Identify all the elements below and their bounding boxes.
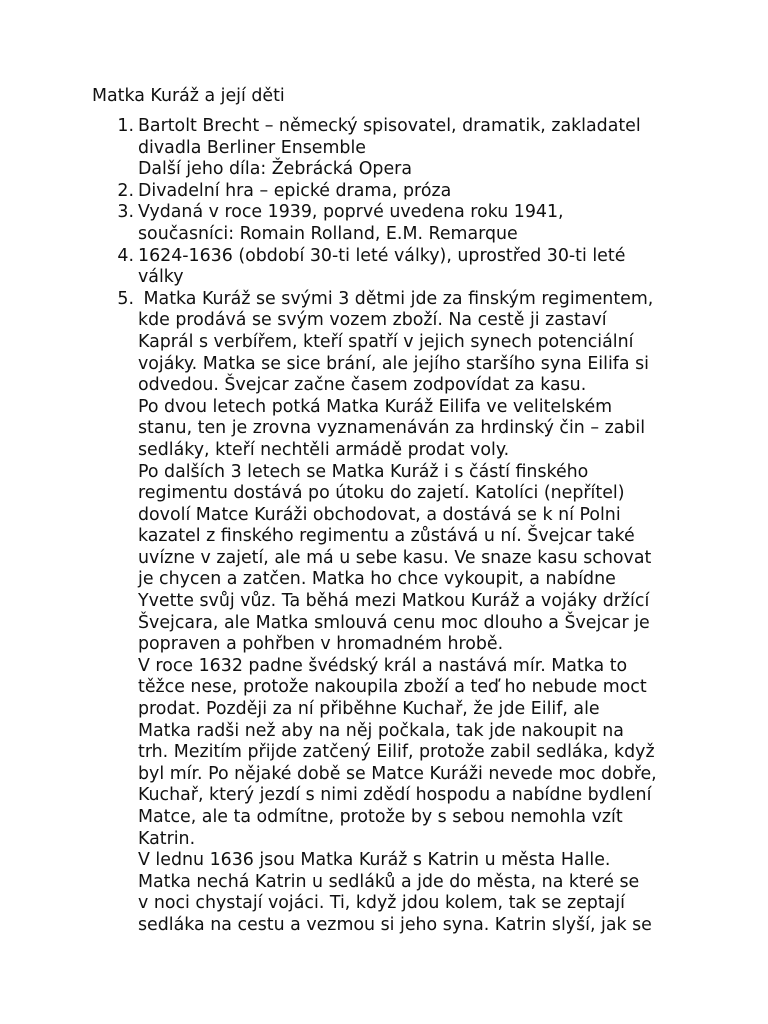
text-line: Švejcara, ale Matka smlouvá cenu moc dlouho a Švejcar je: [138, 612, 650, 633]
text-line: trh. Mezitím přijde zatčený Eilif, protože zabil sedláka, když: [138, 742, 655, 763]
list-item-number: 2.: [117, 180, 134, 201]
text-line: Divadelní hra – epické drama, próza: [138, 180, 452, 201]
text-line: Matka radši než aby na něj počkala, tak jde nakoupit na: [138, 720, 624, 741]
list-item-text: [138, 202, 768, 245]
text-line: Matce, ale ta odmítne, protože by s sebou nemohla vzít: [138, 807, 623, 827]
list-item: [0, 202, 768, 245]
text-line: sedláka na cestu a vezmou si jeho syna. Katrin slyší, jak se: [138, 914, 652, 935]
list-item: [0, 246, 768, 289]
text-line: sedláky, kteří nechtěli armádě prodat voly.: [138, 439, 510, 460]
text-line: Po dvou letech potká Matka Kuráž Eilifa ve velitelském: [138, 396, 613, 417]
numbered-list: [0, 116, 768, 937]
list-item-number: 4.: [117, 245, 134, 266]
document-title: Matka Kuráž a její děti: [92, 86, 285, 106]
text-line: odvedou. Švejcar začne časem zodpovídat za kasu.: [138, 375, 587, 396]
text-line: války: [138, 267, 184, 288]
list-item-number: 5.: [117, 288, 134, 309]
text-line: Matka Kuráž se svými 3 dětmi jde za finským regimentem,: [138, 288, 654, 309]
text-line: V lednu 1636 jsou Matka Kuráž s Katrin u města Halle.: [138, 850, 611, 871]
text-line: těžce nese, protože nakoupila zboží a teď ho nebude moct: [138, 677, 647, 698]
text-line: byl mír. Po nějaké době se Matce Kuráži nevede moc dobře,: [138, 763, 657, 784]
text-line: Bartolt Brecht – německý spisovatel, dramatik, zakladatel: [138, 116, 641, 136]
list-item-text: [138, 246, 768, 289]
text-line: kde prodává se svým vozem zboží. Na cestě ji zastaví: [138, 310, 607, 331]
text-line: prodat. Později za ní přiběhne Kuchař, že jde Eilif, ale: [138, 699, 600, 720]
text-line: kazatel z finského regimentu a zůstává u ní. Švejcar také: [138, 526, 635, 547]
text-line: Po dalších 3 letech se Matka Kuráž i s částí finského: [138, 461, 589, 482]
list-item-text: [138, 116, 768, 181]
list-item-number: 1.: [117, 116, 134, 136]
text-line: dovolí Matce Kuráži obchodovat, a dostává se k ní Polni: [138, 504, 621, 525]
text-line: regimentu dostává po útoku do zajetí. Katolíci (nepřítel): [138, 483, 625, 504]
text-line: v noci chystají vojáci. Ti, když jdou kolem, tak se zeptají: [138, 893, 625, 914]
text-line: Kaprál s verbířem, kteří spatří v jejich synech potenciální: [138, 331, 634, 352]
text-line: V roce 1632 padne švédský král a nastává mír. Matka to: [138, 655, 628, 676]
text-line: 1624-1636 (období 30-ti leté války), uprostřed 30-ti leté: [138, 245, 626, 266]
list-item: [0, 181, 768, 203]
list-item: [0, 289, 768, 937]
list-item-number: 3.: [117, 202, 134, 223]
list-item: [0, 116, 768, 181]
text-line: Další jeho díla: Žebrácká Opera: [138, 159, 412, 180]
text-line: uvízne v zajetí, ale má u sebe kasu. Ve snaze kasu schovat: [138, 547, 652, 568]
list-item-text: [138, 181, 768, 203]
text-line: Matka nechá Katrin u sedláků a jde do města, na které se: [138, 871, 640, 892]
text-line: vojáky. Matka se sice brání, ale jejího staršího syna Eilifa si: [138, 353, 650, 374]
text-line: je chycen a zatčen. Matka ho chce vykoupit, a nabídne: [138, 569, 616, 590]
text-line: Vydaná v roce 1939, poprvé uvedena roku 1941,: [138, 202, 564, 223]
text-line: stanu, ten je zrovna vyznamenáván za hrdinský čin – zabil: [138, 418, 646, 439]
text-line: popraven a pohřben v hromadném hrobě.: [138, 634, 504, 655]
text-line: divadla Berliner Ensemble: [138, 137, 366, 158]
text-line: Kuchař, který jezdí s nimi zdědí hospodu a nabídne bydlení: [138, 785, 652, 806]
text-line: současníci: Romain Rolland, E.M. Remarque: [138, 223, 518, 244]
text-line: Katrin.: [138, 828, 196, 849]
text-line: Yvette svůj vůz. Ta běhá mezi Matkou Kuráž a vojáky držící: [138, 591, 650, 612]
list-item-text: [138, 289, 768, 937]
